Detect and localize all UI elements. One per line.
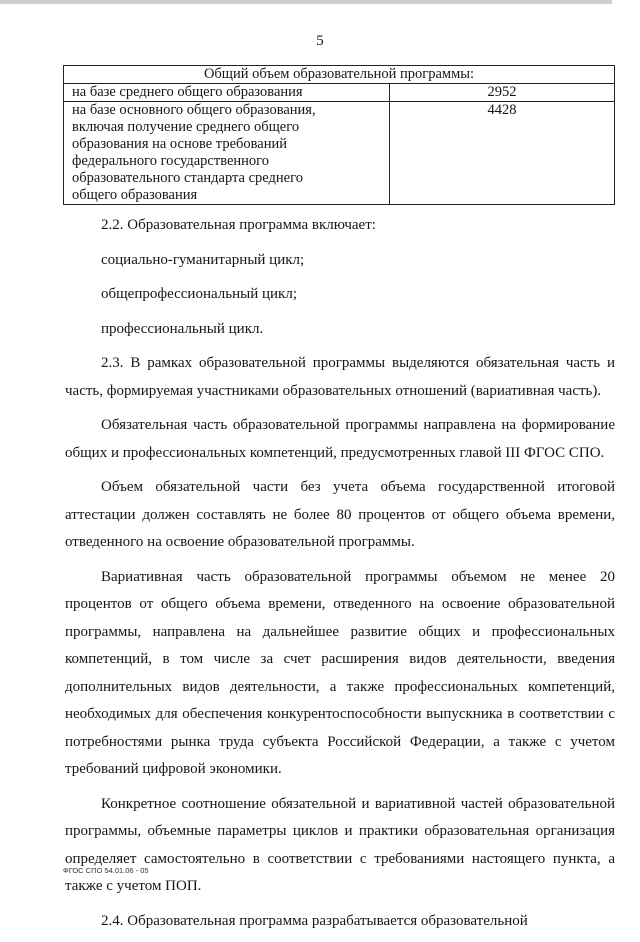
list-item: общепрофессиональный цикл; — [101, 286, 297, 302]
paragraph: Объем обязательной части без учета объема государственной итоговой аттестации должен составлять не более 80 процентов от общего объема времени, отведенного на освоение образовательной программы. — [65, 479, 615, 550]
table-row-label: на базе основного общего образования, включая получение среднего общего образования на основе требований федерального государственного образовательного стандарта среднего общего образования — [64, 102, 390, 205]
paragraph: 2.2. Образовательная программа включает: — [101, 217, 376, 233]
table-row-value: 4428 — [390, 102, 615, 205]
document-body — [65, 212, 615, 942]
list-item: социально-гуманитарный цикл; — [101, 251, 305, 268]
document-footer: ФГОС СПО 54.01.06 - 05 — [63, 866, 149, 875]
table-header: Общий объем образовательной программы: — [64, 66, 615, 84]
table-row-label: на базе среднего общего образования — [64, 84, 390, 102]
scan-top-edge — [0, 0, 612, 4]
page-number: 5 — [316, 33, 324, 49]
paragraph: Вариативная часть образовательной программы объемом не менее 20 процентов от общего объема времени, отведенного на освоение образовательной программы, направлена на дальнейшее развитие общих и профессиональных компетенций, в том числе за счет расширения видов деятельности, введения дополнительных видов деятельности, а также профессиональных компетенций, необходимых для обеспечения конкурентоспособности выпускника в соответствии с потребностями рынка труда субъекта Российской Федерации, а также с учетом требований цифровой экономики. — [65, 568, 615, 777]
table-header-row — [64, 66, 615, 84]
paragraph: Обязательная часть образовательной программы направлена на формирование общих и профессиональных компетенций, предусмотренных главой III ФГОС СПО. — [65, 417, 615, 461]
table-row — [64, 102, 615, 205]
paragraph: 2.3. В рамках образовательной программы выделяются обязательная часть и часть, формируемая участниками образовательных отношений (вариативная часть). — [65, 355, 615, 399]
table-row-value: 2952 — [390, 84, 615, 102]
list-item: профессиональный цикл. — [101, 320, 264, 337]
paragraph: Конкретное соотношение обязательной и вариативной частей образовательной программы, объемные параметры циклов и практики образовательная организация определяет самостоятельно в соответствии с требованиями настоящего пункта, а также с учетом ПОП. — [65, 795, 615, 894]
paragraph: 2.4. Образовательная программа разрабатывается образовательной — [101, 912, 528, 929]
table-row — [64, 84, 615, 102]
program-volume-table — [63, 65, 615, 205]
